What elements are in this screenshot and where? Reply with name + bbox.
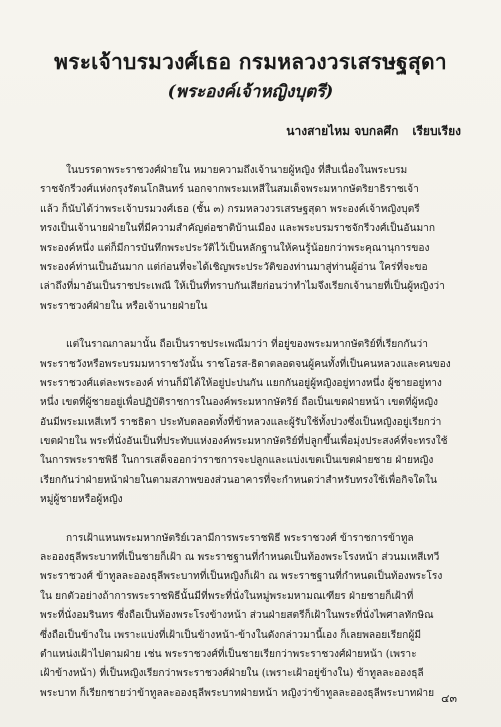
text-line: เรียกกันว่าฝ่ายหน้าฝ่ายในตามสภาพของส่วนอาคารที่จะกำหนดว่าสำหรับทรงใช้เพื่อกิจใดใน [40,474,437,486]
text-line: พระบาท ก็เรียกชายว่าข้าทูลละอองธุลีพระบาทฝ่ายหน้า หญิงว่าข้าทูลละอองธุลีพระบาทฝ่าย [40,687,435,699]
text-line: ละอองธุลีพระบาทที่เป็นชายก็เฝ้า ณ พระราชฐานที่กำหนดเป็นท้องพระโรงหน้า ส่วนมเหสีเทวี [40,552,440,564]
paragraph-3 [40,529,464,704]
author-name: นางสายไหม จบกลศึก [286,124,399,138]
text-line: พระราชวงศ์ฝ่ายใน หรือเจ้านายฝ่ายใน [40,300,208,312]
text-line: เขตฝ่ายใน พระที่นั่งอันเป็นที่ประทับแห่งองค์พระมหากษัตริย์ที่ปลูกขึ้นเพื่อมุ่งประสงค์ที่จะทรงใช้ [40,436,448,448]
page-subtitle: (พระองค์เจ้าหญิงบุตรี) [167,82,334,102]
text-line: แต่ในราณกาลมานั้น ถือเป็นราชประเพณีมาว่า ที่อยู่ของพระมหากษัตริย์ที่เรียกกันว่า [66,339,428,351]
text-line: หนึ่ง เขตที่ผู้ชายอยู่เพื่อปฏิบัติราชการในองค์พระมหากษัตริย์ ถือเป็นเขตฝ่ายหน้า เขตที่ผู้หญิง [40,397,439,409]
text-line: แล้ว ก็นับได้ว่าพระเจ้าบรมวงศ์เธอ (ชั้น ๓) กรมหลวงวรเสรษฐสุดา พระองค์เจ้าหญิงบุตรี [40,203,420,215]
author-role: เรียบเรียง [412,124,461,138]
body-text [40,161,464,722]
text-line: พระองค์ท่านเป็นอันมาก แต่ก่อนที่จะได้เชิญพระประวัติของท่านมาสู่ท่านผู้อ่าน ใคร่ที่จะขอ [40,261,428,273]
text-line: พระราชวังหรือพระบรมมหาราชวังนั้น ราชโอรส-ธิดาตลอดจนผู้คนทั้งที่เป็นคนหลวงและคนของ [40,358,451,370]
text-line: พระองค์หนึ่ง แต่ก็มีการบันทึกพระประวัติไว้เป็นหลักฐานให้คนรู้น้อยกว่าพระคุณานุการของ [40,242,430,254]
text-line: พระราชวงศ์แต่ละพระองค์ ท่านก็มิได้ให้อยู่ปะปนกัน แยกกันอยู่ผู้หญิงอยู่ทางหนึ่ง ผู้ชายอยู่ทาง [40,377,442,389]
text-line: หมู่ผู้ชายหรือผู้หญิง [40,494,123,506]
text-line: ตำแหน่งเฝ้าไปตามฝ่าย เช่น พระราชวงศ์ที่เป็นชายเรียกว่าพระราชวงศ์ฝ่ายหน้า (เพราะ [40,648,417,660]
text-line: การเฝ้าแหนพระมหากษัตริย์เวลามีการพระราชพิธี พระราชวงศ์ ข้าราชการข้าทูล [66,532,414,544]
text-line: พระที่นั่งอมรินทร ซึ่งถือเป็นท้องพระโรงข้างหน้า ส่วนฝ่ายสตรีก็เฝ้าในพระที่นั่งไพศาลทักษิณ [40,610,434,622]
text-line: ใน ยกตัวอย่างถ้าการพระราชพิธีนั้นมีที่พระที่นั่งในหมู่พระมหามณเฑียร ฝ่ายชายก็เฝ้าที่ [40,590,414,602]
author-line [272,122,461,141]
text-line: ในบรรดาพระราชวงศ์ฝ่ายใน หมายความถึงเจ้านายผู้หญิง ที่สืบเนื่องในพระบรม [66,165,408,176]
page-number: ๔๓ [441,692,457,705]
paragraph-1 [40,161,464,316]
text-line: ซึ่งถือเป็นข้างใน เพราะแบ่งที่เฝ้าเป็นข้างหน้า-ข้างในดังกล่าวมานี้เอง ก็เลยพลอยเรียกผู้มี [40,629,422,641]
text-line: เฝ้าข้างหน้า) ที่เป็นหญิงเรียกว่าพระราชวงศ์ฝ่ายใน (เพราะเฝ้าอยู่ข้างใน) ข้าทูลละอองธุลี [40,668,424,680]
text-line: ราชจักรีวงศ์แห่งกรุงรัตนโกสินทร์ นอกจากพระมเหสีในสมเด็จพระมหากษัตริยาธิราชเจ้า [40,184,419,196]
paragraph-2 [40,335,464,510]
text-line: ทรงเป็นเจ้านายฝ่ายในที่มีความสำคัญต่อชาติบ้านเมือง และพระบรมราชจักรีวงศ์เป็นอันมาก [40,223,436,235]
text-line: ในการพระราชพิธี ในการเสด็จออกว่าราชการจะปลูกและแบ่งเขตเป็นเขตฝ่ายชาย ฝ่ายหญิง [40,455,434,467]
text-line: พระราชวงศ์ ข้าทูลละอองธุลีพระบาทที่เป็นหญิงก็เฝ้า ณ พระราชฐานที่กำหนดเป็นท้องพระโรง [40,571,443,583]
text-line: อันมีพระมเหสีเทวี ราชธิดา ประทับตลอดทั้งที่ข้าหลวงและผู้รับใช้ทั้งปวงซึ่งเป็นหญิงอยู่เรียกว่า [40,416,442,428]
page-title: พระเจ้าบรมวงศ์เธอ กรมหลวงวรเสรษฐสุดา [54,49,447,74]
text-line: เล่าถึงที่มาอันเป็นราชประเพณี ให้เป็นที่ทราบกันเสียก่อนว่าทำไมจึงเรียกเจ้านายที่เป็นผู้หญิงว่า [40,281,445,293]
